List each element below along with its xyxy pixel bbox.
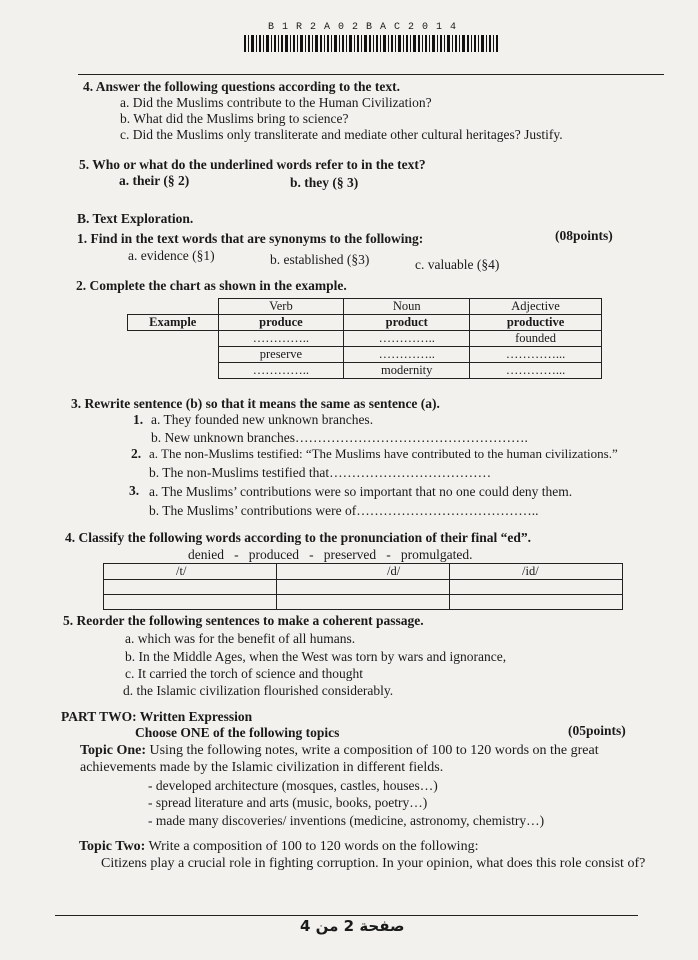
- topic-two-line2: Citizens play a crucial role in fighting corruption. In your opinion, what does this role consist of?: [101, 856, 646, 871]
- q5-item-b: b. they (§ 3): [290, 175, 359, 190]
- chart-example-noun: product: [344, 315, 470, 331]
- q5-item-a: a. their (§ 2): [119, 173, 190, 188]
- b3-s3a: a. The Muslims’ contributions were so important that no one could deny them.: [149, 484, 573, 499]
- q4-item-c: c. Did the Muslims only transliterate and mediate other cultural heritages? Justify.: [120, 127, 563, 142]
- chart-header-adjective: Adjective: [470, 299, 602, 315]
- ed-header-d: /d/: [277, 564, 450, 580]
- ed-cell[interactable]: [450, 580, 623, 595]
- ed-cell[interactable]: [450, 595, 623, 610]
- topic-one-label: Topic One:: [80, 743, 146, 758]
- q4-item-b: b. What did the Muslims bring to science?: [120, 111, 349, 126]
- exam-code: B1R2A02BAC2014: [268, 22, 465, 33]
- topic-one-line1: Using the following notes, write a composition of 100 to 120 words on the great: [149, 743, 599, 758]
- chart-cell: founded: [470, 331, 602, 347]
- b3-s1b[interactable]: b. New unknown branches…………………………………………….: [151, 430, 528, 445]
- topic-one: [80, 743, 599, 759]
- chart-cell[interactable]: …………...: [470, 347, 602, 363]
- chart-spacer: [128, 347, 219, 363]
- section-b-title: B. Text Exploration.: [77, 211, 194, 226]
- ed-cell[interactable]: [104, 580, 277, 595]
- b3-num-2: 2.: [131, 446, 142, 461]
- ed-header-t: /t/: [104, 564, 277, 580]
- b3-s1a: a. They founded new unknown branches.: [151, 412, 374, 427]
- b5-title: 5. Reorder the following sentences to make a coherent passage.: [63, 613, 424, 628]
- chart-example-adjective: productive: [470, 315, 602, 331]
- b3-s3b[interactable]: b. The Muslims’ contributions were of…………………………………..: [149, 503, 539, 518]
- chart-cell[interactable]: …………..: [218, 331, 344, 347]
- word-chart: [127, 298, 602, 379]
- chart-cell[interactable]: …………...: [470, 363, 602, 379]
- topic-two-label: Topic Two:: [79, 839, 146, 854]
- ed-header-id: /id/: [450, 564, 623, 580]
- chart-header-noun: Noun: [344, 299, 470, 315]
- ed-table: [103, 563, 623, 610]
- b2-title: 2. Complete the chart as shown in the example.: [76, 278, 347, 293]
- part-two-title: PART TWO: Written Expression: [61, 709, 253, 724]
- b5-item-d: d. the Islamic civilization flourished considerably.: [123, 683, 394, 698]
- q4-title: 4. Answer the following questions according to the text.: [83, 79, 400, 94]
- chart-cell: preserve: [218, 347, 344, 363]
- b4-title: 4. Classify the following words according to the pronunciation of their final “ed”.: [65, 530, 532, 545]
- b3-num-3: 3.: [129, 483, 140, 498]
- chart-cell[interactable]: …………..: [218, 363, 344, 379]
- b1-item-c: c. valuable (§4): [415, 257, 500, 272]
- b3-s2a: a. The non-Muslims testified: “The Muslims have contributed to the human civilizations.”: [149, 446, 618, 461]
- section-b-points: (08points): [555, 228, 613, 243]
- topic-note: - spread literature and arts (music, books, poetry…): [148, 795, 428, 810]
- topic-two: [79, 839, 478, 855]
- chart-example-verb: produce: [218, 315, 344, 331]
- part-two-points: (05points): [568, 723, 626, 738]
- topic-one-line2: achievements made by the Islamic civilization in different fields.: [80, 760, 444, 775]
- page-number: صفحة 2 من 4: [300, 917, 405, 935]
- barcode: [244, 35, 498, 52]
- b5-item-a: a. which was for the benefit of all humans.: [125, 631, 356, 646]
- chart-cell[interactable]: …………..: [344, 347, 470, 363]
- b1-item-a: a. evidence (§1): [128, 248, 215, 263]
- ed-cell[interactable]: [277, 580, 450, 595]
- q4-item-a: a. Did the Muslims contribute to the Human Civilization?: [120, 95, 432, 110]
- chart-cell[interactable]: …………..: [344, 331, 470, 347]
- topic-note: - developed architecture (mosques, castles, houses…): [148, 778, 438, 793]
- b5-item-c: c. It carried the torch of science and thought: [125, 666, 364, 681]
- b3-s2b[interactable]: b. The non-Muslims testified that………………………………: [149, 465, 492, 480]
- part-two-choose: Choose ONE of the following topics: [135, 725, 340, 740]
- chart-example-label: Example: [128, 315, 219, 331]
- b4-words: denied - produced - preserved - promulgated.: [188, 547, 473, 562]
- chart-cell: modernity: [344, 363, 470, 379]
- b3-title: 3. Rewrite sentence (b) so that it means the same as sentence (a).: [71, 396, 440, 411]
- b3-num-1: 1.: [133, 412, 144, 427]
- b5-item-b: b. In the Middle Ages, when the West was torn by wars and ignorance,: [125, 649, 507, 664]
- chart-header-verb: Verb: [218, 299, 344, 315]
- ed-cell[interactable]: [277, 595, 450, 610]
- b1-item-b: b. established (§3): [270, 252, 370, 267]
- q5-title: 5. Who or what do the underlined words refer to in the text?: [79, 157, 426, 172]
- ed-cell[interactable]: [104, 595, 277, 610]
- chart-spacer: [128, 331, 219, 347]
- footer-rule: [55, 915, 638, 916]
- chart-spacer: [128, 363, 219, 379]
- topic-two-line1: Write a composition of 100 to 120 words on the following:: [148, 839, 479, 854]
- topic-note: - made many discoveries/ inventions (medicine, astronomy, chemistry…): [148, 813, 545, 828]
- header-rule: [78, 74, 664, 75]
- chart-corner: [128, 299, 219, 315]
- b1-title: 1. Find in the text words that are synonyms to the following:: [77, 231, 424, 246]
